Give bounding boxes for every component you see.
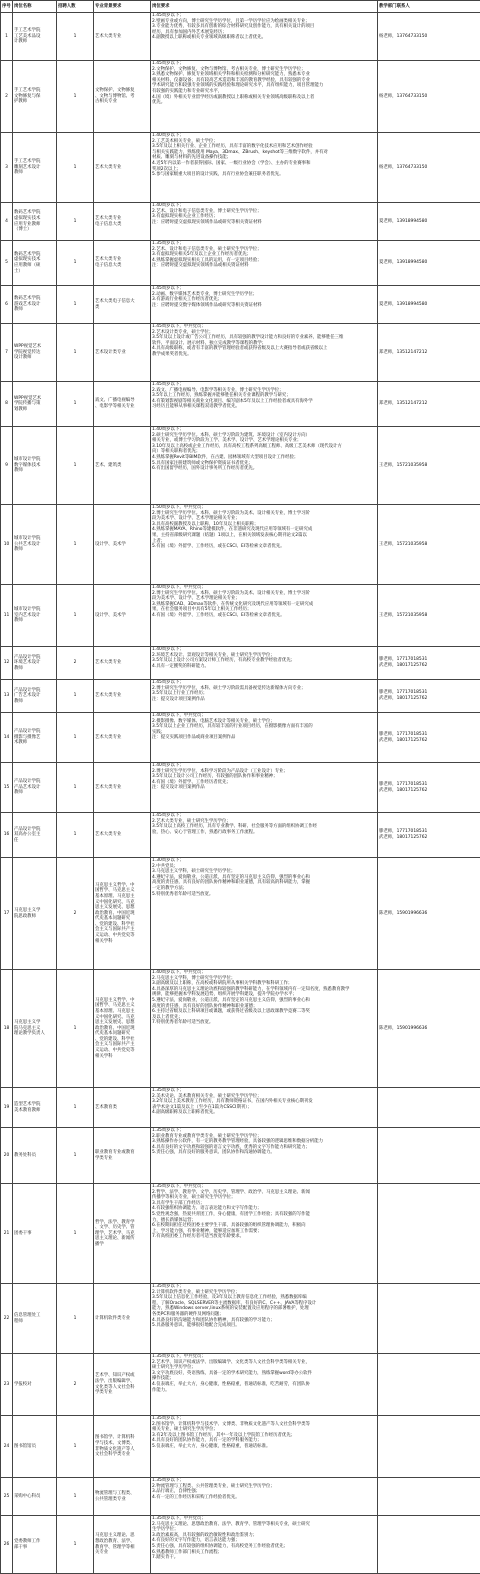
job-requirements: 1.50周岁以下，中共党员； 2.博士研究生学历学位。本科、硕士学习阶段为美术、设计相关专业，博士学习阶 段为美术学、设计学、艺术学理论相关专业； 3.具有高校副教授及以上职称，10年及以上相关职称； 4.熟练掌握MAYA、Rhino等建模软件，在非遗研究及现代应用等领域有一定研究成 果，主持省部级研究课题（结题）1项以上，在相关领域发表核心期刊论文2篇以 上者； 5.有国（境）外留学、工作经历，或在CSCI、EI等检索文章者优先。 [151, 505, 378, 585]
department-contact: 滕老师，17717018531 武老师，18017125762 [378, 763, 480, 813]
header-no: 序号 [1, 1, 13, 13]
job-requirements: 1.45周岁以下； 2.文物保护、文物修复、文物与博物馆、考古相关专业，博士研究生学历学位； 3.熟悉文物保护、修复专业领域相关学科和相关检测和分析研究能力，熟悉本专业 相关材料、仪器设备；具有较高艺术造诣和丰富的教育教学经验，具有较强的专业 学术研究能力和较强专业领域的实践经验和理论研究水平，具有组织能力，项目管理能力 有较强的实践能力和专业研究水平， 4.国（境）外相关专业留学经历或副教授以上职称或相关专业领域高级职称及以上者 优先。 [151, 61, 378, 133]
position-name: 产品设计学院 摄影与摄像艺 术教师 [13, 713, 57, 763]
department-contact: 杨老师，13764733150 [378, 133, 480, 203]
table-row [1, 970, 480, 1088]
major-requirement: 计算机软件类专业 [94, 1284, 151, 1354]
header-position: 岗位名称 [13, 1, 57, 13]
position-name: 图书馆馆员 [13, 1416, 57, 1478]
department-contact: 夏老师，13918994580 [378, 241, 480, 286]
table-row [1, 713, 480, 763]
major-requirement: 艺术大类电子信息大 类 [94, 286, 151, 324]
header-count: 招聘人数 [57, 1, 94, 13]
table-row [1, 858, 480, 970]
job-requirements: 1.40周岁以下； 2.工艺美术相关专业，硕士学位； 3.5年及以上相关行业、企业工作经历，具有丰富的数字化技术应用和艺术创作经验 与相关实践能力，熟练使用 Maya、3Dmax、ZBrush、keyshot等三维数字软件，并有对 材质、雕刻与材料的先进设备操作技能； 4.近5年内以第一作者获得国际、国家、一级行业协会（学会）、主办的专业赛事和 奖项2次以上； 5.参与国家级重大项目的设计实践，具有行业协会兼任职务者优先。 [151, 133, 378, 203]
major-requirement: 艺术学、知识产权或 法学、出版编辑学、 文化类等人文社会科 学类专业 [94, 1354, 151, 1416]
major-requirement: 艺术教育类 [94, 1088, 151, 1128]
hire-count: 1 [57, 61, 94, 133]
department-contact: 滕老师，17717018531 武老师，18017125762 [378, 680, 480, 713]
header-row [1, 1, 480, 13]
position-name: 数码艺术学院 虚拟现实技术 应用专业教师 （博士） [13, 203, 57, 241]
row-number: 7 [1, 324, 13, 382]
table-row [1, 133, 480, 203]
department-contact: 夏老师，13918994580 [378, 203, 480, 241]
job-requirements: 1.35周岁以下； 2.物流管理与工程类、公共管理类专业，硕士研究生学历学位； 3.品行端正，自律性强； 4.有一定的工作经历和采购工作经验者优先。 [151, 1478, 378, 1516]
hire-count: 1 [57, 286, 94, 324]
major-requirement: 艺术大类专业 [94, 647, 151, 680]
major-requirement: 艺术大类专业 [94, 133, 151, 203]
major-requirement: 艺术大类专业 电子信息大类 [94, 241, 151, 286]
table-row [1, 1088, 480, 1128]
major-requirement: 戏文、广播电视编导 、电影学等相关专业 [94, 382, 151, 427]
row-number: 8 [1, 382, 13, 427]
job-requirements: 1.45周岁以下； 2.博士研究生学历学位，本科、硕士学习阶段需具备视觉传达新媒体方向专业； 3.5年及以上行业工作经历； 注：提交设计项目案例作品 [151, 680, 378, 713]
major-requirement: 马克思主义哲学、中 国哲学、马克思主义 基本原理、马克思主 义中国化研究、马克 思主义发展史、思想 政治教育、中国近现 代史基本问题研究 、党的建设、科学社 会主义与国际共产主 义运动、中共党史等 相关学科 [94, 858, 151, 970]
department-contact [378, 1184, 480, 1284]
department-contact: 陈老师，15901996636 [378, 970, 480, 1088]
major-requirement: 文物保护、文物修复 、文物与博物馆、考 古相关专业 [94, 61, 151, 133]
row-number: 20 [1, 1128, 13, 1184]
hire-count: 1 [57, 1478, 94, 1516]
row-number: 25 [1, 1478, 13, 1516]
row-number: 11 [1, 585, 13, 647]
table-body [1, 13, 480, 1574]
job-requirements: 1.40周岁以下； 2.艺术、设计和电子信息类专业，博士研究生学历学位； 3.有虚拟现实相关企业工作经历； 注：应聘时提交虚拟现实领域作品或研究等相关资证材料 [151, 203, 378, 241]
job-requirements: 1.35周岁以下； 2.计算机软件类专业，硕士研究生学历学位； 3.5年及以上信息化工作经验，及3年及以上教育信息化工作经验，熟悉数据库编 程，了解Oracle、SQLSERVER等主流数据库，有良好的C、C++、JAVA等程序设计 能力，熟悉Windows server,linux系统的安装配置及应用程序的部署维护，处理 各类PC和服务器的硬件及网络问题； 4.具备良好的沟通能力和团队协作精神，具有较强的学习能力； 5.具备服务意识、能够很好地配合完成项目。 [151, 1284, 378, 1354]
position-name: 产品设计学院 环境艺术设计 教师 [13, 647, 57, 680]
position-name: 城市设计学院 数字媒体技术 教师 [13, 427, 57, 505]
row-number: 16 [1, 813, 13, 858]
position-name: 手工艺术学院 雕刻艺术设计 教师 [13, 133, 57, 203]
table-row [1, 286, 480, 324]
department-contact [378, 1354, 480, 1416]
table-row [1, 647, 480, 680]
row-number: 9 [1, 427, 13, 505]
position-name: 城市设计学院 室内艺术设计 教师 [13, 585, 57, 647]
header-contact: 教学部门联系人 [378, 1, 480, 13]
major-requirement: 艺术大类专业 电子信息大类 [94, 203, 151, 241]
hire-count: 2 [57, 1354, 94, 1416]
row-number: 13 [1, 680, 13, 713]
position-name: 采购中心科员 [13, 1478, 57, 1516]
department-contact [378, 1416, 480, 1478]
table-row [1, 585, 480, 647]
position-name: 产品设计学院 双高办公室主 任 [13, 813, 57, 858]
job-requirements: 1.40周岁以下，中共党员； 2.马克思主义学科，博士研究生学历学位； 3.副高级及以上职称，在高校或科研院所从事相关学科教学和科研工作； 4.具备深厚的马克思主义理论功底和较强的教学科研能力，在学科领域内有一定知名度，熟悉教育教学 规律，能够把握本学科发展趋势，组织开展学科建设，提升学院办学水平； 5.遵纪守法，爱岗敬业，公道正派，具有坚定的马克思主义信仰，强烈的事业心和 高度的责任感，具有良好的团队协作精神和职业道德； 6.主持过省级及以上科研项目或课题，或获得过省级及以上思政课教学竞赛二等奖 及以上者优先； 7.特别优秀者年龄可适当放宽。 [151, 970, 378, 1088]
department-contact [378, 1088, 480, 1128]
row-number: 10 [1, 505, 13, 585]
job-requirements: 1.35周岁以下； 2.艺术、设计和电子信息类专业，硕士研究生学历学位； 3.有虚拟现实相关5年及以上企业工作经历者优先； 4.熟练掌握虚拟现实相关工具的运用，有一定项目经验； 注：应聘时提交虚拟现实领域作品或相关资证材料 [151, 241, 378, 286]
row-number: 1 [1, 13, 13, 61]
position-name: WPP视觉艺术 学院视觉传达 设计教师 [13, 324, 57, 382]
row-number: 4 [1, 203, 13, 241]
job-requirements: 1.40周岁以下； 2.博士研究生学历学位，本科学习阶段为产品设计（工业设计）专业； 3.5年及以上设计公司工作经历，有较强的团队协作和事业精神； 4.有国（境）外留学、工作经历者优先； 注：提交设计项目案例作品 [151, 763, 378, 813]
job-requirements: 1.35周岁以下，中共党员； 2.马克思主义理论、思想政治教育、法学、教育学、管理学等相关专业，硕士研究 生学历学位； 3.政治素质高，具有较强的政治敏锐性和政治鉴别力； 4.有良好的文字写作能力，语言表达能力强； 5.责任心强，具有较强的组织协调能力，有高校党务工作经验者优先； 6.熟悉教师工作部门相关工作流程； 7.踏实肯干。 [151, 1516, 378, 1574]
table-row [1, 505, 480, 585]
hire-count: 1 [57, 1088, 94, 1128]
department-contact: 陈老师，15901996636 [378, 858, 480, 970]
row-number: 15 [1, 763, 13, 813]
job-requirements: 1.40周岁以下； 2.硕士研究生学历学位。本科、硕士学习阶段为建筑、环境设计（室内设计方向） 相关专业，或博士学习阶段为工学、美术学、设计学、艺术学理论相关专业； 3.10年及以上高校或企业工作经历，具有高校工程系列高级工程师、高级工艺美术师（现代设计方 向）等相关职称者优先； 4.熟练掌握Revit等BIM软件，在古建、园林领域有大型项目设计工作经验； 5.具有国家注册建筑师或文物保护资质证书者优先； 6.有出国留学经历，国外设计事务所工作经历者优先。 [151, 427, 378, 505]
hire-count: 1 [57, 505, 94, 585]
hire-count: 1 [57, 585, 94, 647]
table-row [1, 427, 480, 505]
table-row [1, 680, 480, 713]
department-contact: 夏老师，13918994580 [378, 286, 480, 324]
job-requirements: 1.45周岁以下； 2.戏文、广播电视编导、电影学等相关专业，博士研究生学历学位； 3.5年以上工作经历，熟练掌握并能够胜任相关专业课程的教学与研究； 4.有策划影视剧等相关商业文化项目、编写剧本5年及以上工作经验者或具有海外学 习经历且能够从事相关课程双语教学者优先。 [151, 382, 378, 427]
major-requirement: 图书馆学、计算机科 学与技术、文博类、 非物质文化遗产等人 文社会科学类专业 [94, 1416, 151, 1478]
position-name: 产品设计学院 产品艺术设计 教师 [13, 763, 57, 813]
department-contact: 滕老师，17717018531 武老师，18017125762 [378, 647, 480, 680]
hire-count: 1 [57, 713, 94, 763]
department-contact: 郑老师，13512147212 [378, 324, 480, 382]
table-row [1, 382, 480, 427]
position-name: WPP视觉艺术 学院传播与策 划教师 [13, 382, 57, 427]
department-contact: 滕老师，17717018531 武老师，18017125762 [378, 813, 480, 858]
row-number: 3 [1, 133, 13, 203]
hire-count: 1 [57, 813, 94, 858]
major-requirement: 艺术设计类专业 [94, 324, 151, 382]
row-number: 2 [1, 61, 13, 133]
department-contact: 王老师，15721035958 [378, 427, 480, 505]
department-contact: 郑老师，13512147212 [378, 382, 480, 427]
row-number: 18 [1, 970, 13, 1088]
position-name: 造型艺术学院 美术教育教师 [13, 1088, 57, 1128]
hire-count: 1 [57, 1184, 94, 1284]
row-number: 19 [1, 1088, 13, 1128]
major-requirement: 职业教育专业或教育 学类专业 [94, 1128, 151, 1184]
position-name: 手工艺术学院 工艺美术品设 计教师 [13, 13, 57, 61]
job-requirements: 1.45周岁以下； 2.壁画专业或方向，博士研究生学历学位，且第一学历学位应为绘画类相关专业； 3.专业能力优秀，有较多具有创新的综合材料研究及创作能力，具有相关设计的项目 经历，具有参加国内外艺术展览经历； 4.副教授以上职称或相关专业领域高级职称者以上者优先。 [151, 13, 378, 61]
hire-count: 1 [57, 13, 94, 61]
table-row [1, 324, 480, 382]
position-name: 党委教师工作 部干事 [13, 1516, 57, 1574]
table-row [1, 813, 480, 858]
position-name: 数码艺术学院 虚拟现实技术 应用教师（硕 士） [13, 241, 57, 286]
hire-count: 1 [57, 133, 94, 203]
row-number: 17 [1, 858, 13, 970]
position-name: 信息管理处工 程师 [13, 1284, 57, 1354]
department-contact [378, 1284, 480, 1354]
department-contact [378, 1516, 480, 1574]
hire-count: 2 [57, 647, 94, 680]
job-requirements: 1.35周岁以下，中共党员； 2.艺术学、知识产权或法学、出版编辑学、文化类等人文社会科学类等相关专业， 硕士研究生学历学位； 3.文字功底良好，英语熟练，具备一定的学术研究能力，熟练掌握word等办公软件 操作技能； 4.仪表端庄，举止大方，身心健康，性格稳重，普通话标准，吃苦耐劳，有团队协 作能力。 [151, 1354, 378, 1416]
job-requirements: 1.35周岁以下； 2.美术史论、美术教育相关专业，硕士研究生学历学位； 3.2年及以上美术教育工作经历，具有教师资格证书，在国内外相关专业核心期刊发 表学术论文1篇及以上（至少在1篇为CSSCI期刊）； 4.副高级职称及以上职称者优先。 [151, 1088, 378, 1128]
row-number: 5 [1, 241, 13, 286]
job-requirements: 1.35周岁以下； 2.职业教育专业或教育学类专业，硕士研究生学历学位； 3.熟练操作办公软件，有一定的教务教学管理经验，具备较强的逻辑思维和数据分析能力 4.具有良好的文字功底和较强的语言文字功底，优秀的文字写作能力和研究能力； 5.责任心强，具有良好的服务意识、团队协作和沟通协调能力。 [151, 1128, 378, 1184]
hire-count: 1 [57, 1128, 94, 1184]
position-name: 马克思主义学 院思政教师 [13, 858, 57, 970]
job-requirements: 1.40周岁以下，中共党员； 2.摄影摄像、数字媒体、电脑艺术设计等相关专业，硕士学位； 3.5年及以上企业工作经历，具有较丰富的行业项目经历，在摄影摄像方面有丰富的 实践； 注：提交实践项目作品或商业项目案例作品 [151, 713, 378, 763]
table-row [1, 763, 480, 813]
position-name: 产品设计学院 广告艺术设计 教师 [13, 680, 57, 713]
job-requirements: 1.35周岁以下； 2.图书馆学、计算机科学与技术学、文博类、非物质文化遗产等人文社会科学类等 相关专业，硕士研究生学历学位； 3.有2年及以上图书馆工作经历，其中一年及以上学院馆工作经历者优先； 4.具有良好的团队协作能力，具有一定的学科服务能力； 5.仪表端庄，举止大方，身心健康，性格稳重，普通话标准。 [151, 1416, 378, 1478]
major-requirement: 艺术大类专业 [94, 680, 151, 713]
position-name: 教务处科员 [13, 1128, 57, 1184]
table-row [1, 1478, 480, 1516]
row-number: 12 [1, 647, 13, 680]
major-requirement: 马克思主义哲学、中 国哲学、马克思主义 基本原理、马克思主 义中国化研究、马克 思主义发展史、思想 政治教育、中国近现 代史基本问题研究 、党的建设、科学社 会主义与国际共产主 义运动、中共党史等 相关学科 [94, 970, 151, 1088]
major-requirement: 艺术大类专业 [94, 13, 151, 61]
hire-count: 1 [57, 241, 94, 286]
row-number: 26 [1, 1516, 13, 1574]
hire-count: 1 [57, 680, 94, 713]
table-row [1, 241, 480, 286]
row-number: 14 [1, 713, 13, 763]
job-requirements: 1.45周岁以下； 2.艺术大类专业，硕士研究生学历学位； 3.5年及以上高校工作经历，具有专业教学、科研、社会服务等方面的组织协调工作经 验，热心、安心于管理工作，熟悉行政事务工作流程。 [151, 813, 378, 858]
job-requirements: 1.40周岁以下； 2.环境艺术设计、景观设计等相关专业，硕士研究生学历学位； 3.5年及以上设计公司方案设计师工作经历，有高校专业教学经验者优先； 4.具有一定獲奖的科研能力。 [151, 647, 378, 680]
table-row [1, 13, 480, 61]
hire-count: 2 [57, 858, 94, 970]
hire-count: 1 [57, 427, 94, 505]
major-requirement: 设计学、美术学 [94, 505, 151, 585]
hire-count: 1 [57, 324, 94, 382]
header-requirements: 岗位要求 [151, 1, 378, 13]
hire-count: 1 [57, 203, 94, 241]
row-number: 21 [1, 1184, 13, 1284]
hire-count: 1 [57, 1416, 94, 1478]
major-requirement: 艺术、建筑类 [94, 427, 151, 505]
hire-count: 1 [57, 763, 94, 813]
department-contact [378, 1478, 480, 1516]
hire-count: 1 [57, 382, 94, 427]
major-requirement: 设计学、美术学 [94, 585, 151, 647]
job-requirements: 1.35周岁以下，中共党员； 2.哲学、法学、教育学、文学、历史学、管理学、政治学、马克思主义理论、新闻 传播学等相关专业，硕士研究生学历学位； 3.具有学生干部工作经历； 4.有较强组织协调能力、语言表达能力和文字写作能力； 5.党性观念强，热爱共青团工作，身心健康，有团学工作经验；具有较强的写作能 力，擅长新媒体运营； 6.在校期间担任过校团委主要学生干部，具备较强的组织管理协调能力，积极向 上，学习能力强，有事业精神，能够适应加班工作需要； 7.有高校团委工作经历者可适当放宽年龄要求。 [151, 1184, 378, 1284]
table-row [1, 1416, 480, 1478]
table-row [1, 61, 480, 133]
major-requirement: 马克思主义理论、思 想政治教育、法学、 教育学、管理学等相 关专业 [94, 1516, 151, 1574]
position-name: 学报校对 [13, 1354, 57, 1416]
job-requirements: 1.45周岁以下； 2.动画、数字媒体艺术类专业，博士研究生学历学位； 3.有游戏行业相关工作经历者优先； 注：应聘时提交数字媒体领域作品或研究等相关资证材料 [151, 286, 378, 324]
row-number: 6 [1, 286, 13, 324]
job-requirements: 1.45周岁以下，中共党员； 2.艺术设计类专业，硕士学位； 3.5年及以上设计或广告公司工作经历，具有较强的教学设计能力和良好的专业素养，能够胜任三维 软件、平面设计、展示材料、独立完成教学等课程的教学； 4.具有高级职称，或者有丰富的教学管理经验者或获得省级及以上大赛指导者或获省级以上 教学成果奖者优先。 [151, 324, 378, 382]
hire-count: 1 [57, 970, 94, 1088]
table-row [1, 1284, 480, 1354]
department-contact: 滕老师，17717018531 武老师，18017125762 [378, 713, 480, 763]
department-contact: 杨老师，13764733150 [378, 61, 480, 133]
department-contact [378, 1128, 480, 1184]
position-name: 手工艺术学院 文物修复与保 护教师 [13, 61, 57, 133]
job-requirements: 1.30周岁以下； 2.中共党员； 3.马克思主义学科，硕士研究生学历学位； 4.遵纪守法，爱岗敬业，公道正派，具有坚定的马克思主义信仰，强烈的事业心和 高度的责任感，具有良好的团队协作精神和职业道德，具有较高的科研能力，掌握 一定的教学方法； 5.特别优秀者年龄可适当放宽。 [151, 858, 378, 970]
hire-count: 1 [57, 1284, 94, 1354]
hire-count: 1 [57, 1516, 94, 1574]
department-contact: 王老师，15721035958 [378, 505, 480, 585]
position-name: 团委干事 [13, 1184, 57, 1284]
table-row [1, 1516, 480, 1574]
table-row [1, 1128, 480, 1184]
major-requirement: 艺术大类专业 [94, 713, 151, 763]
row-number: 23 [1, 1354, 13, 1416]
major-requirement: 物流管理与工程类、 公共管理类专业 [94, 1478, 151, 1516]
major-requirement: 哲学、法学、教育学 、文学、历史学、管 理学、艺术学、马克 思主义理论、新闻传 播学 [94, 1184, 151, 1284]
department-contact: 杨老师，13764733150 [378, 13, 480, 61]
table-row [1, 1354, 480, 1416]
table-row [1, 203, 480, 241]
table-row [1, 1184, 480, 1284]
position-name: 城市设计学院 公共艺术设计 教师 [13, 505, 57, 585]
department-contact: 王老师，15721035958 [378, 585, 480, 647]
position-name: 数码艺术学院 游戏艺术设计 教师 [13, 286, 57, 324]
job-requirements: 1.40周岁以下，中共党员； 2.博士研究生学历学位。本科、硕士学习阶段为美术、设计相关专业，博士学习阶 段为美术学、设计学、艺术学理论相关专业； 3.熟练掌握CAD、3Dmax等软件，在传统文化研究及现代应用等领域有一定研究成 果，在社会服务项目中具有5年以上相关工作经历； 4.有国（境）外留学、工作经历，或在CSCI、EI等检索文章者优先。 [151, 585, 378, 647]
header-major: 专业背景要求 [94, 1, 151, 13]
position-name: 马克思主义学 院马克思主义 理论教学负责人 [13, 970, 57, 1088]
major-requirement: 艺术大类专业 [94, 813, 151, 858]
row-number: 22 [1, 1284, 13, 1354]
row-number: 24 [1, 1416, 13, 1478]
major-requirement: 艺术大类专业 [94, 763, 151, 813]
